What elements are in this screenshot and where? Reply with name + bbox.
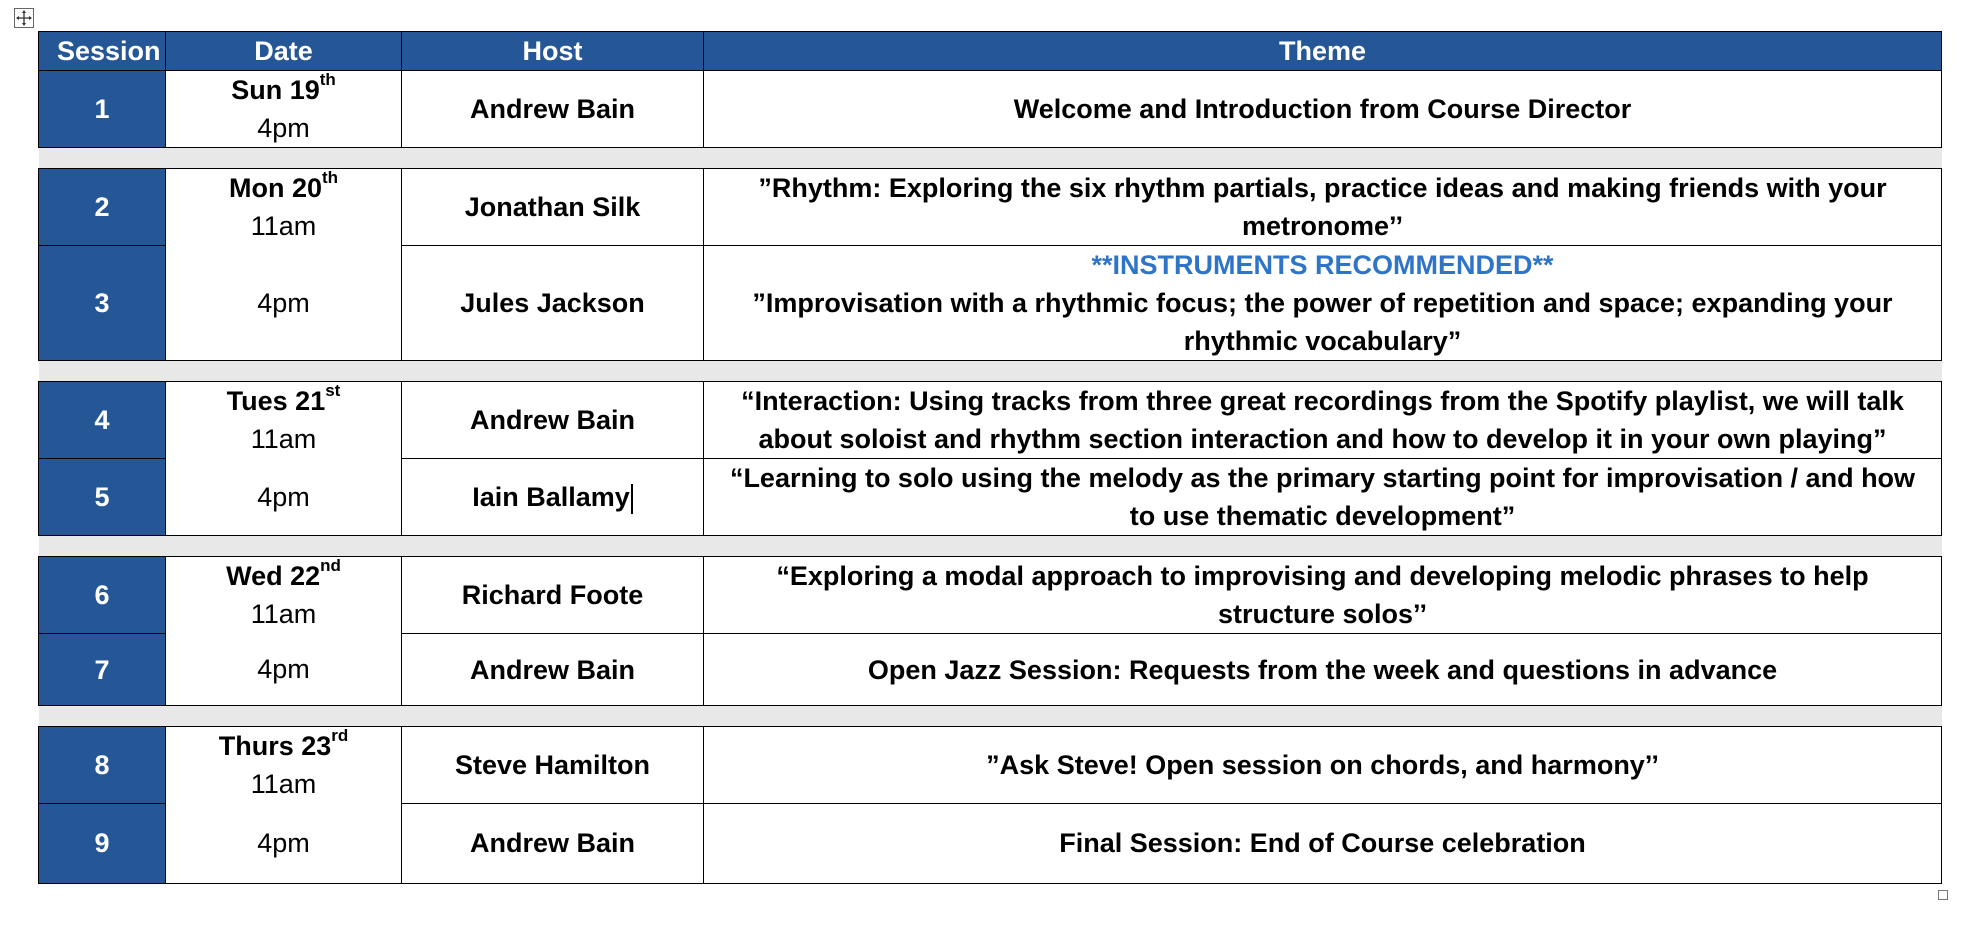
time-label: 4pm xyxy=(257,481,310,512)
session-number[interactable]: 5 xyxy=(39,459,166,536)
host-cell[interactable]: Andrew Bain xyxy=(402,634,704,706)
theme-cell[interactable]: “Learning to solo using the melody as the primary starting point for improvisation / and how to use thematic development” xyxy=(704,459,1942,536)
day-text: Thurs 23 xyxy=(218,731,332,761)
session-number[interactable]: 7 xyxy=(39,634,166,706)
theme-cell[interactable]: Final Session: End of Course celebration xyxy=(704,803,1942,883)
host-cell[interactable] xyxy=(402,459,704,536)
date-cell[interactable] xyxy=(166,246,402,361)
session-number[interactable]: 4 xyxy=(39,382,166,459)
table-row xyxy=(39,246,1942,361)
date-cell[interactable] xyxy=(166,727,402,804)
day-separator xyxy=(39,148,1942,169)
day-label xyxy=(184,727,383,765)
session-number[interactable]: 3 xyxy=(39,246,166,361)
session-number[interactable]: 2 xyxy=(39,169,166,246)
header-session: Session xyxy=(39,32,166,71)
day-label xyxy=(184,169,383,207)
date-cell[interactable] xyxy=(166,459,402,536)
date-cell[interactable] xyxy=(166,71,402,148)
instruments-note: **INSTRUMENTS RECOMMENDED** xyxy=(1091,250,1554,280)
date-cell[interactable] xyxy=(166,634,402,706)
session-schedule-table xyxy=(38,31,1942,884)
table-row xyxy=(39,803,1942,883)
text-cursor xyxy=(631,484,633,514)
host-cell[interactable]: Andrew Bain xyxy=(402,71,704,148)
table-row xyxy=(39,634,1942,706)
day-suffix: st xyxy=(325,381,341,401)
theme-cell[interactable] xyxy=(704,246,1942,361)
table-row xyxy=(39,71,1942,148)
day-separator xyxy=(39,706,1942,727)
table-row xyxy=(39,169,1942,246)
session-number[interactable]: 9 xyxy=(39,803,166,883)
day-text: Tues 21 xyxy=(226,386,326,417)
time-label: 4pm xyxy=(257,654,310,685)
theme-cell[interactable]: “Interaction: Using tracks from three great recordings from the Spotify playlist, we will talk about soloist and rhythm section interaction and how to develop it in your own playing” xyxy=(704,382,1942,459)
day-label xyxy=(184,557,383,595)
theme-cell[interactable]: Open Jazz Session: Requests from the week and questions in advance xyxy=(704,634,1942,706)
day-separator xyxy=(39,361,1942,382)
time-label: 4pm xyxy=(257,827,310,858)
table-row xyxy=(39,727,1942,804)
host-cell[interactable]: Jonathan Silk xyxy=(402,169,704,246)
theme-cell[interactable]: ”Ask Steve! Open session on chords, and harmony’’ xyxy=(704,727,1942,804)
day-text: Sun 19 xyxy=(231,75,320,105)
session-number[interactable]: 8 xyxy=(39,727,166,804)
header-date: Date xyxy=(166,32,402,71)
time-label: 4pm xyxy=(257,287,310,318)
move-icon xyxy=(15,9,33,27)
table-resize-handle[interactable] xyxy=(1938,890,1948,900)
time-label: 11am xyxy=(250,424,317,455)
header-host: Host xyxy=(402,32,704,71)
time-label: 11am xyxy=(250,769,317,799)
host-cell[interactable]: Steve Hamilton xyxy=(402,727,704,804)
session-number[interactable]: 6 xyxy=(39,557,166,634)
theme-cell[interactable]: “Exploring a modal approach to improvising and developing melodic phrases to help structure solos’’ xyxy=(704,557,1942,634)
day-suffix: th xyxy=(319,70,336,89)
day-label xyxy=(184,71,383,109)
date-cell[interactable] xyxy=(166,382,402,459)
host-cell[interactable]: Andrew Bain xyxy=(402,803,704,883)
table-move-handle[interactable] xyxy=(14,8,34,28)
time-label: 4pm xyxy=(257,113,310,143)
day-suffix: rd xyxy=(331,726,349,745)
day-separator xyxy=(39,536,1942,557)
host-text: Iain Ballamy xyxy=(472,482,630,512)
table-row xyxy=(39,382,1942,459)
theme-text: ”Improvisation with a rhythmic focus; the power of repetition and space; expanding your rhythmic vocabulary” xyxy=(752,288,1893,356)
day-label xyxy=(184,382,383,420)
day-suffix: nd xyxy=(320,556,341,576)
theme-cell[interactable]: Welcome and Introduction from Course Director xyxy=(704,71,1942,148)
time-label: 11am xyxy=(250,211,317,242)
table-row xyxy=(39,557,1942,634)
theme-cell[interactable]: ”Rhythm: Exploring the six rhythm partials, practice ideas and making friends with your metronome’’ xyxy=(704,169,1942,246)
session-number[interactable]: 1 xyxy=(39,71,166,148)
date-cell[interactable] xyxy=(166,169,402,246)
day-text: Mon 20 xyxy=(228,173,322,204)
time-label: 11am xyxy=(250,599,317,630)
header-theme: Theme xyxy=(704,32,1942,71)
day-text: Wed 22 xyxy=(226,561,321,592)
host-cell[interactable]: Richard Foote xyxy=(402,557,704,634)
host-cell[interactable]: Jules Jackson xyxy=(402,246,704,361)
header-row xyxy=(39,32,1942,71)
date-cell[interactable] xyxy=(166,803,402,883)
day-suffix: th xyxy=(321,168,339,188)
date-cell[interactable] xyxy=(166,557,402,634)
table-row xyxy=(39,459,1942,536)
host-cell[interactable]: Andrew Bain xyxy=(402,382,704,459)
